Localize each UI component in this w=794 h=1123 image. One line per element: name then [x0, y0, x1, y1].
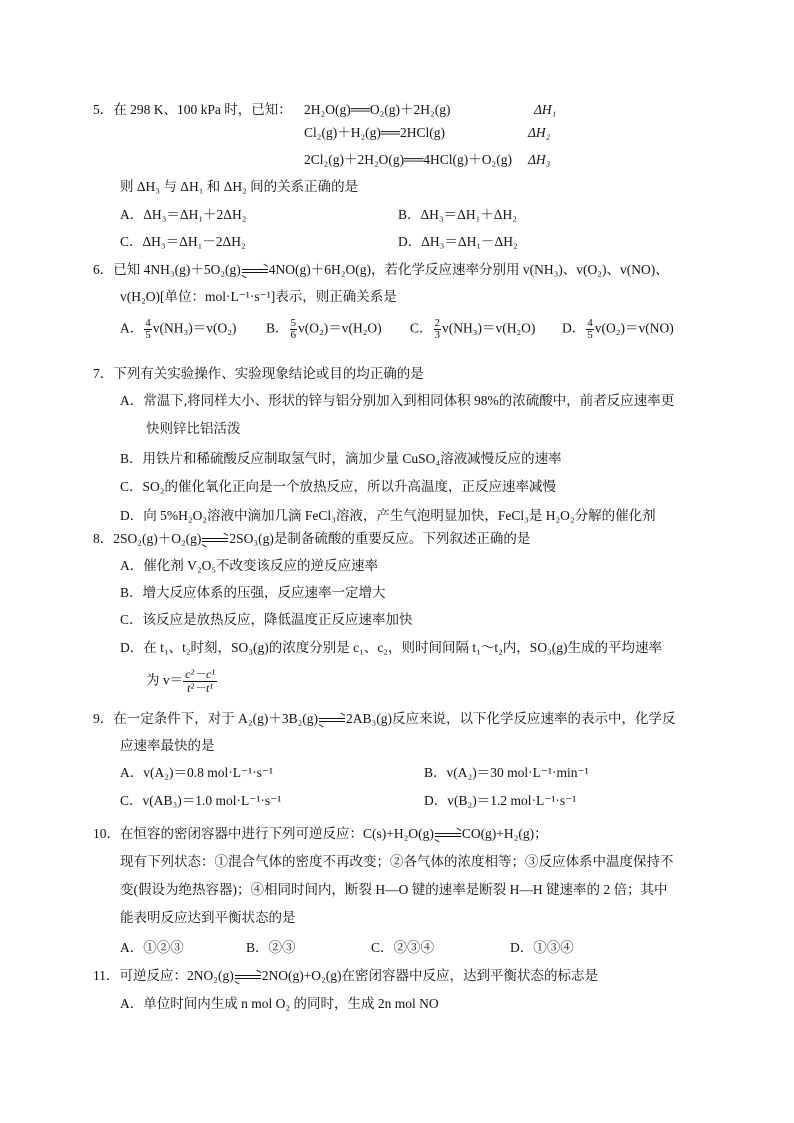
- q8-products: 2SO₃(g)是制备硫酸的重要反应。下列叙述正确的是: [229, 531, 531, 546]
- option-text: v(NH₃)＝v(H₂O): [442, 320, 536, 336]
- equilibrium-arrow-icon: [319, 715, 345, 725]
- q8-option-a: A．催化剂 V₂O₅不改变该反应的逆反应速率: [120, 558, 379, 573]
- equilibrium-arrow-icon: [242, 266, 268, 276]
- numerator: 5: [290, 317, 297, 329]
- q5-enthalpy-1: ΔH₁: [534, 102, 557, 117]
- denominator: 5: [587, 329, 593, 341]
- q5-equation-3: 2Cl₂(g)＋2H₂O(g)══4HCl(g)＋O₂(g): [304, 152, 512, 167]
- q11-products: 2NO(g)+O₂(g)在密闭容器中反应，达到平衡状态的标志是: [261, 968, 599, 983]
- denominator: 3: [434, 329, 441, 341]
- option-text: v(NH₃)＝v(O₂): [152, 320, 237, 336]
- numerator: c²－c¹: [185, 667, 215, 681]
- q6-reactants: 6．已知 4NH₃(g)＋5O₂(g): [93, 262, 241, 277]
- q9-option-d: D．v(B₂)＝1.2 mol·L⁻¹·s⁻¹: [424, 793, 577, 808]
- q11-option-a: A．单位时间内生成 n mol O₂ 的同时，生成 2n mol NO: [120, 996, 439, 1011]
- q5-enthalpy-2: ΔH₂: [528, 125, 551, 140]
- q9-option-a: A．v(A₂)＝0.8 mol·L⁻¹·s⁻¹: [120, 765, 274, 780]
- q5-equation-2: Cl₂(g)＋H₂(g)══2HCl(g): [304, 125, 446, 140]
- q6-line-1: [93, 261, 669, 279]
- q10-stem: [93, 825, 548, 843]
- q10-line-3: 变(假设为绝热容器)；④相同时间内，断裂 H—O 键的速率是断裂 H—H 键速率的 2 倍；其中: [120, 882, 668, 897]
- q6-option-a: [120, 318, 236, 341]
- q10-option-b: B．②③: [246, 940, 296, 955]
- fraction: [434, 318, 442, 341]
- q5-stem: 5．在 298 K、100 kPa 时，已知：: [93, 102, 292, 117]
- q5-option-c: C．ΔH₃＝ΔH₁－2ΔH₂: [120, 234, 246, 249]
- denominator: 6: [290, 329, 297, 341]
- q6-products: 4NO(g)＋6H₂O(g)，若化学反应速率分别用 v(NH₃)、v(O₂)、v(NO)、: [268, 262, 669, 277]
- fraction: [586, 318, 594, 341]
- numerator: 2: [434, 317, 441, 329]
- q6-line-2: v(H₂O)[单位：mol·L⁻¹·s⁻¹]表示，则正确关系是: [120, 289, 397, 304]
- equilibrium-arrow-icon: [202, 535, 228, 545]
- q8-option-b: B．增大反应体系的压强，反应速率一定增大: [120, 585, 386, 600]
- q9-stem: [93, 710, 675, 728]
- q7-option-c: C．SO₂的催化氧化正向是一个放热反应，所以升高温度，正反应速率减慢: [120, 479, 556, 494]
- q7-option-b: B．用铁片和稀硫酸反应制取氢气时，滴加少量 CuSO₄溶液减慢反应的速率: [120, 451, 562, 466]
- option-label: B．: [266, 320, 289, 336]
- q11-reactants: 11．可逆反应：2NO₂(g): [93, 968, 234, 983]
- q6-option-d: [562, 318, 674, 341]
- numerator: 4: [145, 317, 151, 329]
- option-label: A．: [120, 320, 144, 336]
- q5-enthalpy-3: ΔH₃: [528, 152, 551, 167]
- q8-reactants: 8．2SO₂(g)＋O₂(g): [93, 531, 202, 546]
- fraction: [290, 318, 298, 341]
- q8-option-c: C．该反应是放热反应，降低温度正反应速率加快: [120, 612, 413, 627]
- denominator: t²－t¹: [187, 681, 213, 695]
- fraction: [183, 668, 217, 695]
- q10-reactants: 10．在恒容的密闭容器中进行下列可逆反应：C(s)+H₂O(g): [93, 826, 434, 841]
- formula-prefix: 为 v＝: [146, 672, 184, 688]
- q5-option-d: D．ΔH₃＝ΔH₁－ΔH₂: [398, 234, 518, 249]
- option-label: D．: [562, 320, 586, 336]
- q9-option-c: C．v(AB₃)＝1.0 mol·L⁻¹·s⁻¹: [120, 793, 282, 808]
- q10-option-a: A．①②③: [120, 940, 184, 955]
- option-text: v(O₂)＝v(NO): [594, 320, 674, 336]
- q7-option-a-line-2: 快则锌比铝活泼: [146, 421, 241, 436]
- option-text: v(O₂)＝v(H₂O): [298, 320, 382, 336]
- q5-option-a: A．ΔH₃＝ΔH₁＋2ΔH₂: [120, 207, 247, 222]
- q8-option-d-formula: [146, 668, 217, 695]
- q9-option-b: B．v(A₂)＝30 mol·L⁻¹·min⁻¹: [424, 765, 589, 780]
- equilibrium-arrow-icon: [435, 830, 461, 840]
- q10-products: CO(g)+H₂(g)；: [461, 826, 548, 841]
- q6-option-c: [410, 318, 535, 341]
- denominator: 5: [145, 329, 151, 341]
- q6-option-b: [266, 318, 382, 341]
- q5-question: 则 ΔH₃ 与 ΔH₁ 和 ΔH₂ 间的关系正确的是: [120, 179, 359, 194]
- q9-products: 2AB₃(g)反应来说，以下化学反应速率的表示中，化学反: [346, 711, 676, 726]
- q10-line-4: 能表明反应达到平衡状态的是: [120, 910, 296, 925]
- q9-reactants: 9．在一定条件下，对于 A₂(g)＋3B₂(g): [93, 711, 319, 726]
- q11-stem: [93, 967, 598, 985]
- q8-option-d: D．在 t₁、t₂时刻，SO₃(g)的浓度分别是 c₁、c₂，则时间间隔 t₁～t₂内，SO₃(g)生成的平均速率: [120, 640, 663, 655]
- numerator: 4: [587, 317, 593, 329]
- q8-stem: [93, 530, 530, 548]
- fraction: [144, 318, 152, 341]
- q9-stem-line-2: 应速率最快的是: [120, 738, 215, 753]
- q7-option-a-line-1: A．常温下,将同样大小、形状的锌与铝分别加入到相同体积 98%的浓硫酸中，前者反应速率更: [120, 393, 675, 408]
- q7-option-d: D．向 5%H₂O₂溶液中滴加几滴 FeCl₃溶液，产生气泡明显加快，FeCl₃是 H₂O₂分解的催化剂: [120, 508, 656, 523]
- equilibrium-arrow-icon: [235, 972, 261, 982]
- q10-line-2: 现有下列状态：①混合气体的密度不再改变；②各气体的浓度相等；③反应体系中温度保持不: [120, 854, 674, 869]
- q5-equation-1: 2H₂O(g)══O₂(g)＋2H₂(g): [304, 102, 451, 117]
- option-label: C．: [410, 320, 433, 336]
- q7-stem: 7．下列有关实验操作、实验现象结论或目的均正确的是: [93, 366, 424, 381]
- q10-option-d: D．①③④: [510, 940, 574, 955]
- q5-option-b: B．ΔH₃＝ΔH₁＋ΔH₂: [398, 207, 517, 222]
- q10-option-c: C．②③④: [371, 940, 435, 955]
